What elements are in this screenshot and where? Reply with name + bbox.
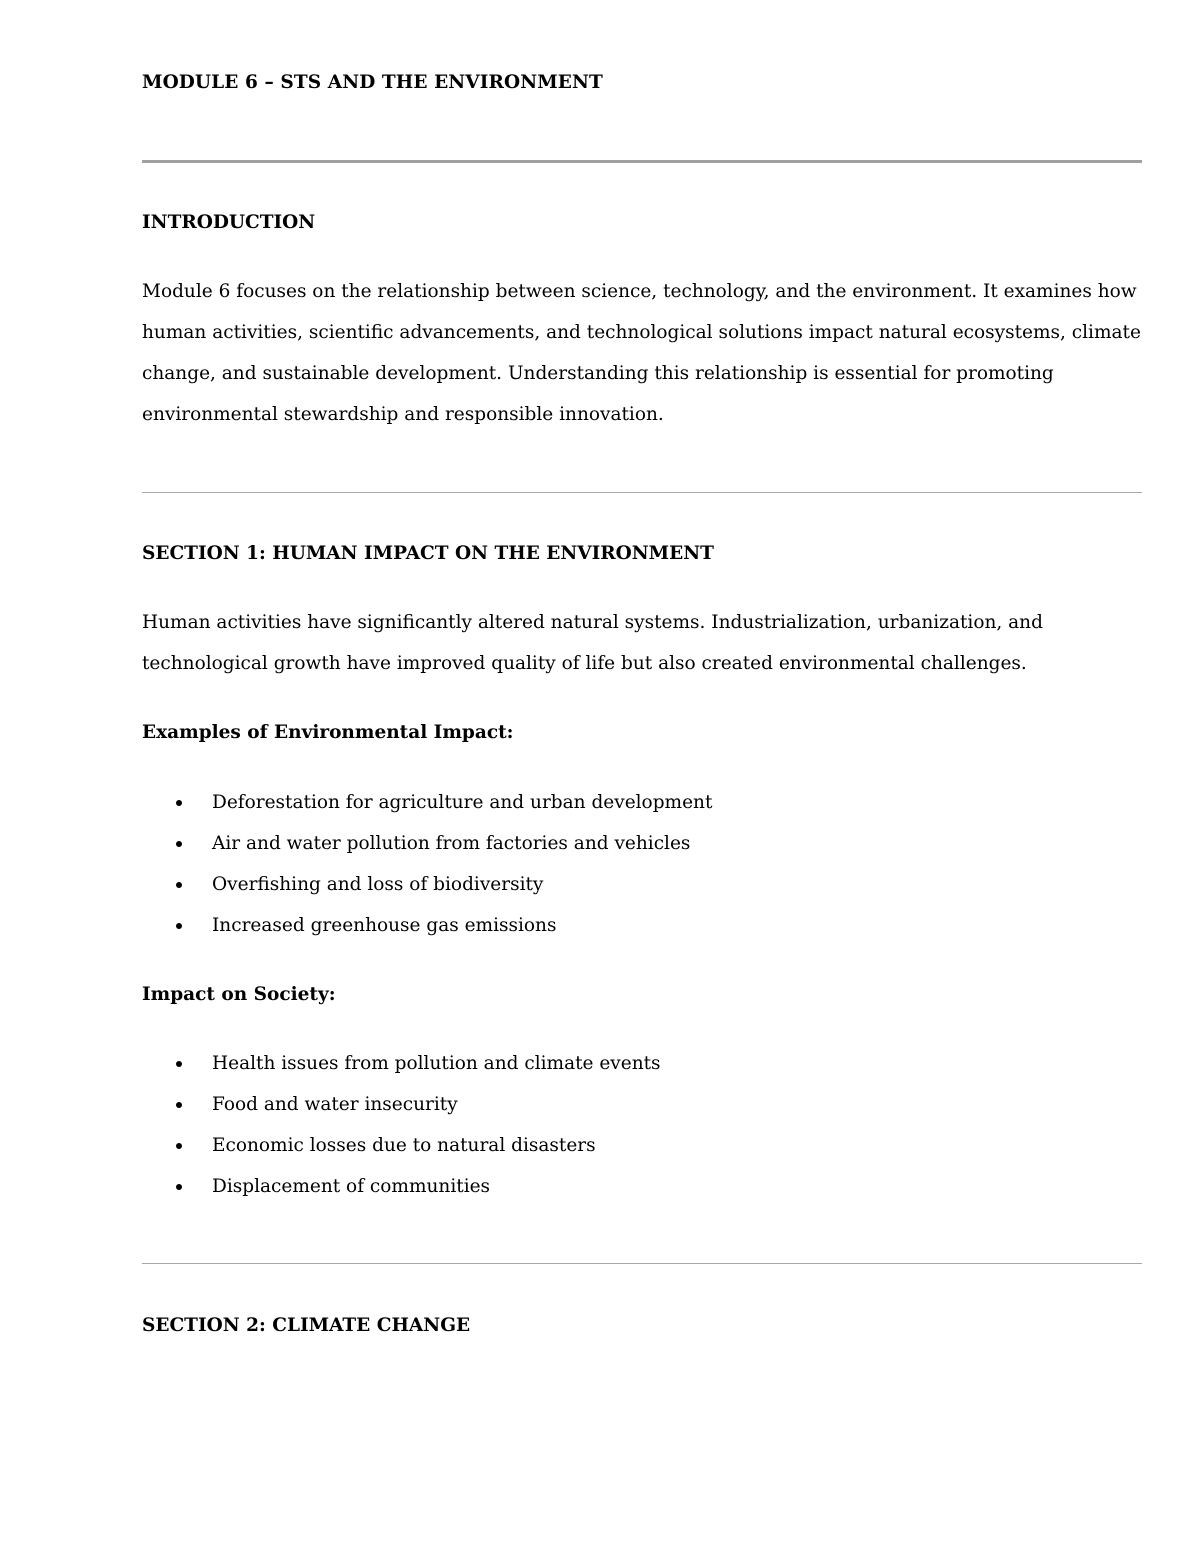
list-item: Overfishing and loss of biodiversity xyxy=(142,864,712,905)
bullet-icon xyxy=(176,841,182,847)
bullet-icon xyxy=(176,1184,182,1190)
bullet-icon xyxy=(176,1102,182,1108)
bullet-icon xyxy=(176,1143,182,1149)
list-item: Food and water insecurity xyxy=(142,1084,661,1125)
section1-heading: SECTION 1: HUMAN IMPACT ON THE ENVIRONMENT xyxy=(142,543,714,564)
bullet-icon xyxy=(176,882,182,888)
list-item: Increased greenhouse gas emissions xyxy=(142,905,712,946)
horizontal-rule xyxy=(142,160,1142,163)
list-item: Economic losses due to natural disasters xyxy=(142,1125,661,1166)
bullet-icon xyxy=(176,800,182,806)
list-item: Displacement of communities xyxy=(142,1166,661,1207)
examples-list xyxy=(142,782,712,946)
examples-subheading: Examples of Environmental Impact: xyxy=(142,722,514,743)
introduction-heading: INTRODUCTION xyxy=(142,212,316,233)
society-list xyxy=(142,1043,661,1207)
introduction-paragraph: Module 6 focuses on the relationship between science, technology, and the environment. It examines how human activities, scientific advancements, and technological solutions impact natural ecosystems, climate change, and sustainable development. Understanding this relationship is essential for promoting environmental stewardship and responsible innovation. xyxy=(142,281,1141,425)
bullet-icon xyxy=(176,923,182,929)
list-item: Air and water pollution from factories and vehicles xyxy=(142,823,712,864)
document-page xyxy=(142,0,1142,1553)
horizontal-rule xyxy=(142,1263,1142,1264)
section2-heading: SECTION 2: CLIMATE CHANGE xyxy=(142,1315,471,1336)
document-title: MODULE 6 – STS AND THE ENVIRONMENT xyxy=(142,72,603,93)
list-item: Health issues from pollution and climate events xyxy=(142,1043,661,1084)
society-subheading: Impact on Society: xyxy=(142,984,336,1005)
section1-paragraph: Human activities have significantly altered natural systems. Industrialization, urbanization, and technological growth have improved quality of life but also created environmental challenges. xyxy=(142,612,1043,674)
bullet-icon xyxy=(176,1061,182,1067)
horizontal-rule xyxy=(142,492,1142,493)
list-item: Deforestation for agriculture and urban development xyxy=(142,782,712,823)
